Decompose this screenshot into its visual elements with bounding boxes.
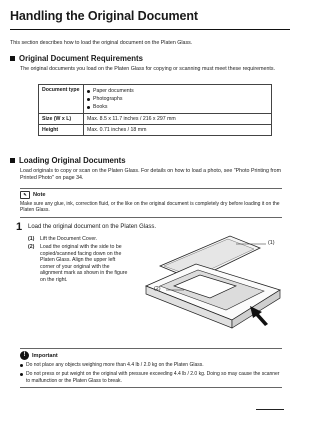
list-item [20, 362, 282, 371]
doc-type-label: Document type [39, 85, 84, 114]
step-text: Load the original document on the Platen Glass. [28, 224, 157, 230]
substep-2 [28, 244, 130, 284]
step-number: 1 [16, 221, 23, 233]
section-heading-loading [10, 156, 126, 165]
list-item [87, 103, 268, 111]
note-box [20, 188, 282, 218]
callout-2: (2) [154, 286, 161, 292]
doc-type-item: Photographs [93, 96, 123, 102]
substep-number: (1) [28, 236, 35, 242]
section-heading-label: Original Document Requirements [19, 54, 143, 63]
title-divider [10, 29, 290, 30]
important-item: Do not press or put weight on the original with pressure exceeding 4.4 lb / 2.0 kg. Doing so may cause the scanner to malfunction or the Platen Glass to break. [26, 371, 280, 384]
requirements-text: The original documents you load on the Platen Glass for copying or scanning must meet these requirements. [20, 66, 275, 72]
list-item [87, 87, 268, 95]
note-header [20, 189, 282, 201]
square-bullet-icon [10, 56, 15, 61]
warning-icon: ! [20, 351, 29, 360]
doc-type-item: Paper documents [93, 88, 134, 94]
bullet-icon [87, 98, 90, 101]
doc-type-values [84, 85, 272, 114]
bullet-icon [87, 90, 90, 93]
substep-number: (2) [28, 244, 35, 250]
height-value: Max. 0.71 inches / 18 mm [84, 125, 272, 136]
important-box [20, 348, 282, 388]
bullet-icon [20, 364, 23, 367]
list-item [20, 371, 282, 387]
bullet-icon [87, 106, 90, 109]
table-row [39, 114, 272, 125]
square-bullet-icon [10, 158, 15, 163]
substep-1 [28, 236, 128, 243]
intro-text: This section describes how to load the original document on the Platen Glass. [10, 40, 193, 46]
list-item [87, 95, 268, 103]
section-heading-requirements [10, 54, 143, 63]
note-icon: ✎ [20, 191, 30, 199]
doc-type-item: Books [93, 104, 108, 110]
scanner-illustration [138, 228, 288, 332]
substep-text: Lift the Document Cover. [40, 236, 98, 242]
height-label: Height [39, 125, 84, 136]
important-item: Do not place any objects weighing more than 4.4 lb / 2.0 kg on the Platen Glass. [26, 362, 204, 368]
section-heading-label: Loading Original Documents [19, 156, 126, 165]
table-row [39, 85, 272, 114]
callout-1: (1) [268, 240, 275, 246]
important-title: Important [32, 352, 58, 359]
substep-text: Load the original with the side to be copied/scanned facing down on the Platen Glass. Align the upper left corner of your original with the alignment mark as shown in the figure on the right. [40, 244, 128, 283]
size-label: Size (W x L) [39, 114, 84, 125]
page-title: Handling the Original Document [10, 9, 198, 23]
note-text: Make sure any glue, ink, correction fluid, or the like on the original document is completely dry before loading it on the Platen Glass. [20, 201, 280, 214]
footer-rule [256, 409, 284, 410]
size-value: Max. 8.5 x 11.7 inches / 216 x 297 mm [84, 114, 272, 125]
note-title: Note [33, 192, 46, 198]
requirements-table [38, 84, 272, 136]
bullet-icon [20, 373, 23, 376]
important-header [20, 349, 282, 362]
loading-text: Load originals to copy or scan on the Platen Glass. For details on how to load a photo, see "Photo Printing from Printed Photo" on page 34. [20, 168, 281, 181]
table-row [39, 125, 272, 136]
